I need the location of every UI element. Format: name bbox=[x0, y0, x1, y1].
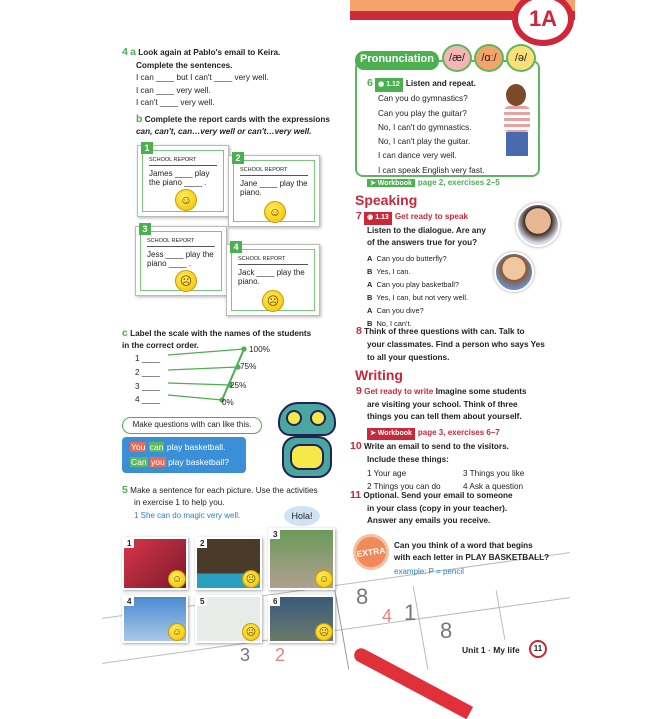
list-item: 3 Things you like bbox=[463, 469, 525, 478]
unit-title: My life bbox=[493, 645, 520, 655]
photo-3 bbox=[268, 528, 335, 590]
card-number: 3 bbox=[139, 223, 151, 235]
upset-face-icon: ☹ bbox=[242, 570, 260, 588]
exercise-10 bbox=[350, 440, 559, 493]
scale-value: 75% bbox=[240, 362, 257, 371]
card-label: SCHOOL REPORT bbox=[240, 167, 308, 176]
instruction: Include these things: bbox=[367, 454, 449, 464]
tip-bubble: Make questions with can like this. bbox=[122, 417, 262, 434]
scale-arrows bbox=[160, 345, 260, 410]
sentence: I can ____ but I can't ____ very well. bbox=[136, 73, 269, 82]
sentence: I can ____ very well. bbox=[136, 85, 211, 95]
word-chip: can bbox=[149, 442, 164, 452]
pronunciation-line: I can speak English very fast. bbox=[378, 165, 485, 175]
robot-illustration bbox=[272, 398, 342, 480]
audio-track-button[interactable]: ◉ 1.12 bbox=[375, 78, 403, 92]
speaker: B bbox=[367, 318, 373, 328]
photo-2 bbox=[195, 537, 262, 590]
audio-track-button[interactable]: ◉ 1.13 bbox=[364, 212, 392, 225]
part-letter: a bbox=[130, 46, 136, 58]
track-number: 1.12 bbox=[386, 81, 400, 88]
card-label: SCHOOL REPORT bbox=[238, 256, 308, 265]
scale-row: 3 ____ bbox=[135, 381, 161, 391]
speaking-heading: Speaking bbox=[355, 192, 418, 208]
scale-labels bbox=[135, 352, 160, 407]
photo-number: 2 bbox=[197, 539, 207, 548]
sudoku-digit: 2 bbox=[275, 645, 286, 665]
scale-value: 0% bbox=[222, 398, 234, 407]
girl-photo bbox=[516, 203, 560, 247]
phoneme-chip: /ɑː/ bbox=[474, 44, 504, 72]
exercise-6 bbox=[367, 76, 485, 178]
dialogue-line: Yes, I can. bbox=[376, 266, 411, 276]
card-text: Jess ____ play the piano ____ . bbox=[147, 250, 214, 268]
instruction: can, can't, can…very well or can't…very well. bbox=[136, 127, 312, 136]
photo-number: 5 bbox=[197, 597, 207, 606]
exercise-number: 7 bbox=[356, 210, 362, 222]
photo-4 bbox=[122, 595, 188, 643]
scale-value: 25% bbox=[230, 381, 247, 390]
word-chip: You bbox=[131, 442, 146, 452]
report-card-1 bbox=[137, 145, 229, 217]
instruction: in the correct order. bbox=[122, 341, 199, 350]
workbook-label: ➤ Workbook bbox=[367, 428, 415, 441]
card-label: SCHOOL REPORT bbox=[147, 238, 215, 247]
list-item: 2 Things you can do bbox=[367, 481, 441, 491]
exercise-number: 5 bbox=[122, 484, 128, 496]
dialogue-line: No, I can't. bbox=[376, 318, 412, 328]
card-text: Jack ____ play the piano. bbox=[238, 268, 305, 286]
exercise-9 bbox=[356, 385, 527, 440]
upset-face-icon: ☹ bbox=[242, 623, 260, 641]
sudoku-digit: 1 bbox=[404, 600, 417, 625]
photo-number: 3 bbox=[270, 530, 280, 539]
card-number: 1 bbox=[141, 142, 153, 154]
dialogue-line: Yes, I can, but not very well. bbox=[376, 292, 469, 302]
sudoku-digit: 3 bbox=[240, 645, 251, 665]
part-letter: c bbox=[122, 327, 128, 339]
report-card-3 bbox=[135, 226, 227, 296]
happy-face-icon: ☺ bbox=[168, 623, 186, 641]
instruction: in exercise 1 to help you. bbox=[134, 498, 225, 507]
instruction: Imagine some students bbox=[435, 387, 527, 396]
pronunciation-line: I can dance very well. bbox=[378, 151, 457, 161]
scale-row: 4 ____ bbox=[135, 395, 161, 405]
instruction: with each letter in PLAY BASKETBALL? bbox=[394, 552, 550, 562]
unit-label: Unit 1 bbox=[462, 645, 486, 655]
speaker: B bbox=[367, 292, 373, 302]
instruction: Listen to the dialogue. Are any bbox=[367, 225, 486, 235]
pronunciation-line: Can you do gymnastics? bbox=[378, 94, 468, 104]
smile-face-icon: ☺ bbox=[264, 201, 286, 223]
report-card-2 bbox=[228, 155, 320, 227]
exercise-number: 4 bbox=[122, 46, 128, 58]
happy-face-icon: ☺ bbox=[168, 570, 186, 588]
workbook-page: page 2, exercises 2–5 bbox=[417, 178, 500, 187]
separator: · bbox=[488, 645, 491, 655]
dialogue-line: Can you dive? bbox=[376, 305, 424, 315]
upset-face-icon: ☹ bbox=[262, 290, 284, 312]
report-card-4 bbox=[226, 244, 320, 316]
instruction: to all your questions. bbox=[367, 352, 450, 362]
extra-badge: EXTRA bbox=[351, 532, 392, 573]
workbook-label: ➤ Workbook bbox=[367, 179, 415, 187]
pronunciation-line: Can you play the guitar? bbox=[378, 108, 467, 118]
pronunciation-line: No, I can't do gymnastics. bbox=[378, 122, 472, 132]
track-number: 1.13 bbox=[375, 214, 389, 221]
scale-row: 2 ____ bbox=[135, 367, 161, 377]
instruction: Optional. Send your email to someone bbox=[363, 491, 513, 500]
sudoku-digit: 8 bbox=[356, 584, 369, 609]
exercise-8 bbox=[356, 325, 545, 364]
instruction: Write an email to send to the visitors. bbox=[363, 442, 509, 451]
writing-heading: Writing bbox=[355, 367, 403, 383]
exercise-number: 9 bbox=[356, 385, 362, 397]
phoneme-chip: /æ/ bbox=[442, 44, 472, 72]
exercise-number: 11 bbox=[350, 489, 362, 501]
exercise-number: 10 bbox=[350, 440, 362, 452]
boy-illustration bbox=[502, 84, 536, 156]
exercise-4 bbox=[122, 46, 330, 139]
speaker: A bbox=[367, 305, 373, 315]
workbook-page: page 3, exercises 6–7 bbox=[417, 427, 500, 437]
photo-number: 6 bbox=[270, 597, 280, 606]
instruction: Think of three questions with can. Talk to bbox=[364, 327, 525, 336]
exercise-7 bbox=[356, 210, 486, 330]
card-label: SCHOOL REPORT bbox=[149, 157, 217, 166]
card-number: 2 bbox=[232, 152, 244, 164]
instruction: Label the scale with the names of the students bbox=[130, 329, 312, 338]
example: 1 She can do magic very well. bbox=[134, 511, 241, 520]
phrase: play basketball. bbox=[166, 442, 226, 452]
sudoku-digit: 4 bbox=[382, 606, 393, 626]
scale-row: 1 ____ bbox=[135, 354, 161, 363]
word-chip: you bbox=[150, 457, 165, 467]
exercise-number: 8 bbox=[356, 325, 362, 337]
word-chip: Can bbox=[131, 457, 147, 467]
part-letter: b bbox=[136, 112, 143, 125]
phrase: play basketball? bbox=[168, 457, 230, 467]
card-text: Jane ____ play the piano. bbox=[240, 179, 308, 197]
instruction: Can you think of a word that begins bbox=[394, 541, 533, 550]
list-item: 1 Your age bbox=[367, 469, 407, 478]
photo-6 bbox=[268, 595, 335, 643]
instruction: your classmates. Find a person who says Yes bbox=[367, 339, 545, 349]
photo-number: 4 bbox=[124, 597, 134, 606]
lead-text: Get ready to speak bbox=[394, 212, 469, 221]
instruction: Make a sentence for each picture. Use the activities bbox=[130, 486, 318, 495]
instruction: things you can tell them about yourself. bbox=[367, 412, 522, 421]
speaker: B bbox=[367, 266, 373, 276]
scale-value: 100% bbox=[249, 345, 270, 354]
card-number: 4 bbox=[230, 241, 242, 253]
pronunciation-line: No, I can't play the guitar. bbox=[378, 137, 471, 147]
instruction: of the answers true for you? bbox=[367, 238, 478, 247]
sentence: I can't ____ very well. bbox=[136, 98, 215, 107]
instruction: Listen and repeat. bbox=[405, 79, 476, 88]
sudoku-digit: 8 bbox=[440, 618, 453, 643]
speech-bubble: Hola! bbox=[284, 506, 320, 526]
exercise-4c bbox=[122, 327, 311, 352]
instruction: Answer any emails you receive. bbox=[367, 516, 491, 525]
card-text: James ____ play the piano ____ . bbox=[149, 169, 210, 187]
instruction: in your class (copy in your teacher). bbox=[367, 503, 508, 513]
instruction: Complete the report cards with the expressions bbox=[144, 114, 330, 124]
worried-face-icon: ☹ bbox=[175, 270, 197, 292]
exercise-number: 6 bbox=[367, 77, 373, 89]
photo-number: 1 bbox=[124, 539, 134, 548]
workbook-ref-1 bbox=[367, 178, 500, 187]
page-number: 11 bbox=[529, 640, 547, 658]
exercise-11 bbox=[350, 489, 513, 528]
phoneme-chip: /ə/ bbox=[506, 44, 536, 72]
dialogue-line: Can you do butterfly? bbox=[376, 253, 447, 263]
happy-face-icon: ☺ bbox=[315, 570, 333, 588]
instruction: Complete the sentences. bbox=[136, 60, 233, 70]
unit-badge: 1A bbox=[512, 0, 574, 46]
extra-task bbox=[394, 540, 549, 578]
grammar-box bbox=[122, 437, 246, 473]
instruction: are visiting your school. Think of three bbox=[367, 399, 518, 409]
footer-unit bbox=[462, 645, 520, 655]
upset-face-icon: ☹ bbox=[315, 623, 333, 641]
boy-photo bbox=[494, 252, 534, 292]
instruction: Look again at Pablo's email to Keira. bbox=[138, 48, 281, 57]
happy-face-icon: ☺ bbox=[175, 189, 197, 211]
list-item: 4 Ask a question bbox=[463, 481, 524, 491]
dialogue-line: Can you play basketball? bbox=[376, 279, 460, 289]
speaker: A bbox=[367, 253, 373, 263]
pronunciation-title: Pronunciation bbox=[355, 51, 439, 70]
example: example: P = pencil bbox=[394, 567, 464, 576]
photo-1 bbox=[122, 537, 188, 590]
photo-5 bbox=[195, 595, 262, 643]
lead-text: Get ready to write bbox=[364, 387, 434, 396]
speaker: A bbox=[367, 279, 373, 289]
